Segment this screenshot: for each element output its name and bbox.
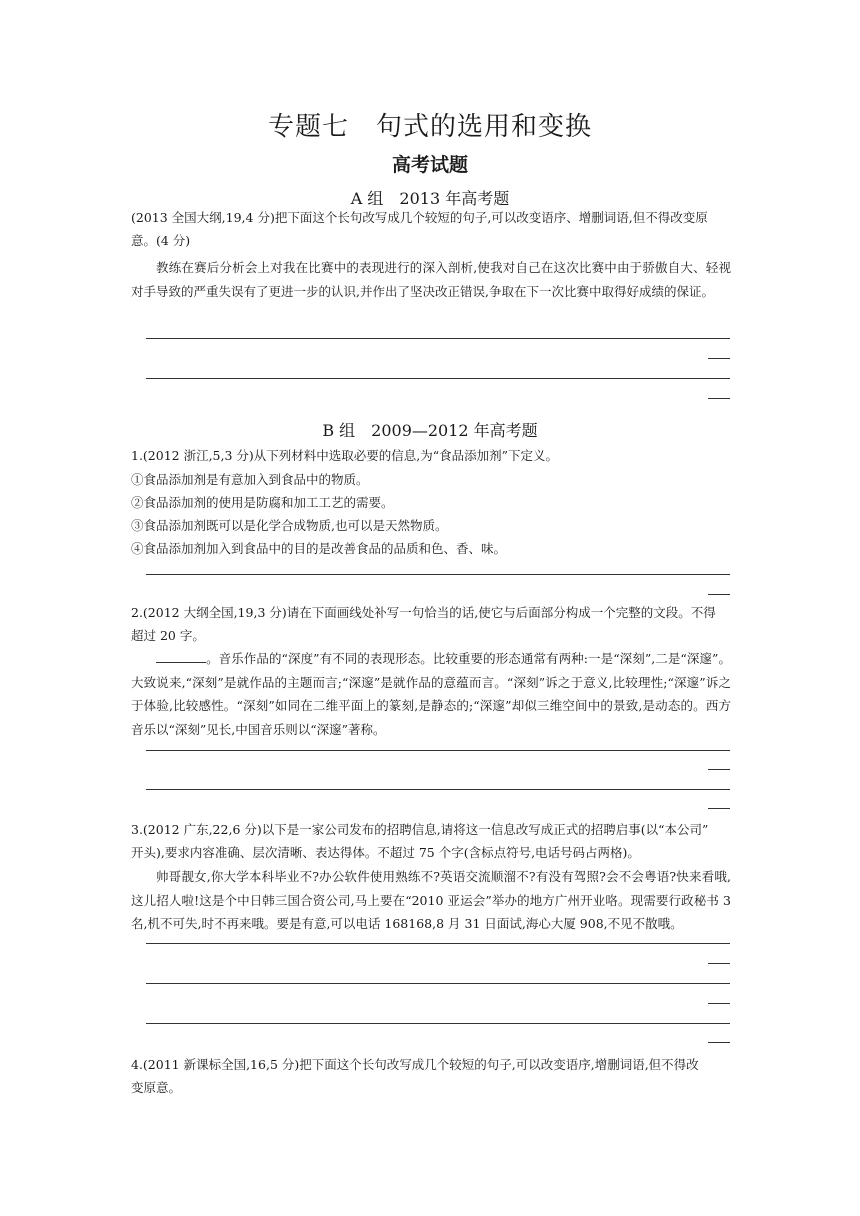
- answer-line-end: [708, 808, 730, 809]
- answer-line-end: [708, 1003, 730, 1004]
- question-3-stem-line-1: 3.(2012 广东,22,6 分)以下是一家公司发布的招聘信息,请将这一信息改写成正式的招聘启事(以“本公司”: [131, 822, 709, 837]
- group-a-question-line-2: 意。(4 分): [131, 233, 191, 248]
- answer-line-end: [708, 1042, 730, 1043]
- page-subtitle: 高考试题: [391, 154, 468, 176]
- question-4-stem-line-1: 4.(2011 新课标全国,16,5 分)把下面这个长句改写成几个较短的句子,可以改变语序,增删词语,但不得改: [131, 1057, 699, 1072]
- question-3-passage: 帅哥靓女,你大学本科毕业不?办公软件使用熟练不?英语交流顺溜不?有没有驾照?会不会粤语?快来看哦,这儿招人啦!这是个中日韩三国合资公司,马上要在“2010 亚运会”举办的地方广州开业咯。现需要行政秘书 3 名,机不可失,时不再来哦。要是有意,可以电话 168168,8 月 31 日面试,海心大厦 908,不见不散哦。: [131, 869, 731, 931]
- group-a-heading: A 组 2013 年高考题: [350, 189, 510, 208]
- question-2-passage: 。音乐作品的“深度”有不同的表现形态。比较重要的形态通常有两种:一是“深刻”,二是“深邃”。大致说来,“深刻”是就作品的主题而言;“深邃”是就作品的意蕴而言。“深刻”诉之于意义,比较理性;“深邃”诉之于体验,比较感性。“深刻”如同在二维平面上的篆刻,是静态的;“深邃”却似三维空间中的景致,是动态的。西方音乐以“深刻”见长,中国音乐则以“深邃”著称。: [131, 651, 731, 737]
- answer-line[interactable]: [146, 378, 730, 379]
- question-1-item: ④食品添加剂加入到食品中的目的是改善食品的品质和色、香、味。: [131, 541, 507, 556]
- question-1-item: ②食品添加剂的使用是防腐和加工工艺的需要。: [131, 495, 394, 510]
- group-b-heading: B 组 2009—2012 年高考题: [322, 421, 538, 440]
- answer-line-end: [708, 594, 730, 595]
- answer-line-end: [708, 963, 730, 964]
- group-a-passage: 教练在赛后分析会上对我在比赛中的表现进行的深入剖析,使我对自己在这次比赛中由于骄傲自大、轻视对手导致的严重失误有了更进一步的认识,并作出了坚决改正错误,争取在下一次比赛中取得好成绩的保证。: [131, 260, 731, 299]
- answer-line[interactable]: [146, 789, 730, 790]
- question-1-item: ①食品添加剂是有意加入到食品中的物质。: [131, 472, 369, 487]
- question-1-stem: 1.(2012 浙江,5,3 分)从下列材料中选取必要的信息,为“食品添加剂”下定义。: [131, 448, 559, 463]
- question-2-stem-line-1: 2.(2012 大纲全国,19,3 分)请在下面画线处补写一句恰当的话,使它与后面部分构成一个完整的文段。不得: [131, 605, 716, 620]
- answer-line[interactable]: [146, 338, 730, 339]
- question-3-stem-line-2: 开头),要求内容准确、层次清晰、表达得体。不超过 75 个字(含标点符号,电话号码占两格)。: [131, 845, 640, 860]
- group-a-question-line-1: (2013 全国大纲,19,4 分)把下面这个长句改写成几个较短的句子,可以改变语序、增删词语,但不得改变原: [131, 210, 708, 225]
- question-2-stem-line-2: 超过 20 字。: [131, 628, 205, 643]
- page-title: 专题七 句式的选用和变换: [267, 112, 592, 142]
- answer-line-end: [708, 358, 730, 359]
- answer-line-end: [708, 769, 730, 770]
- answer-line[interactable]: [146, 574, 730, 575]
- answer-line[interactable]: [146, 1023, 730, 1024]
- question-4-stem-line-2: 变原意。: [131, 1080, 182, 1095]
- answer-line[interactable]: [146, 943, 730, 944]
- question-1-item: ③食品添加剂既可以是化学合成物质,也可以是天然物质。: [131, 518, 448, 533]
- question-2-passage-block: [131, 647, 731, 741]
- answer-line[interactable]: [146, 750, 730, 751]
- answer-line-end: [708, 398, 730, 399]
- fill-in-blank[interactable]: [156, 648, 206, 663]
- answer-line[interactable]: [146, 983, 730, 984]
